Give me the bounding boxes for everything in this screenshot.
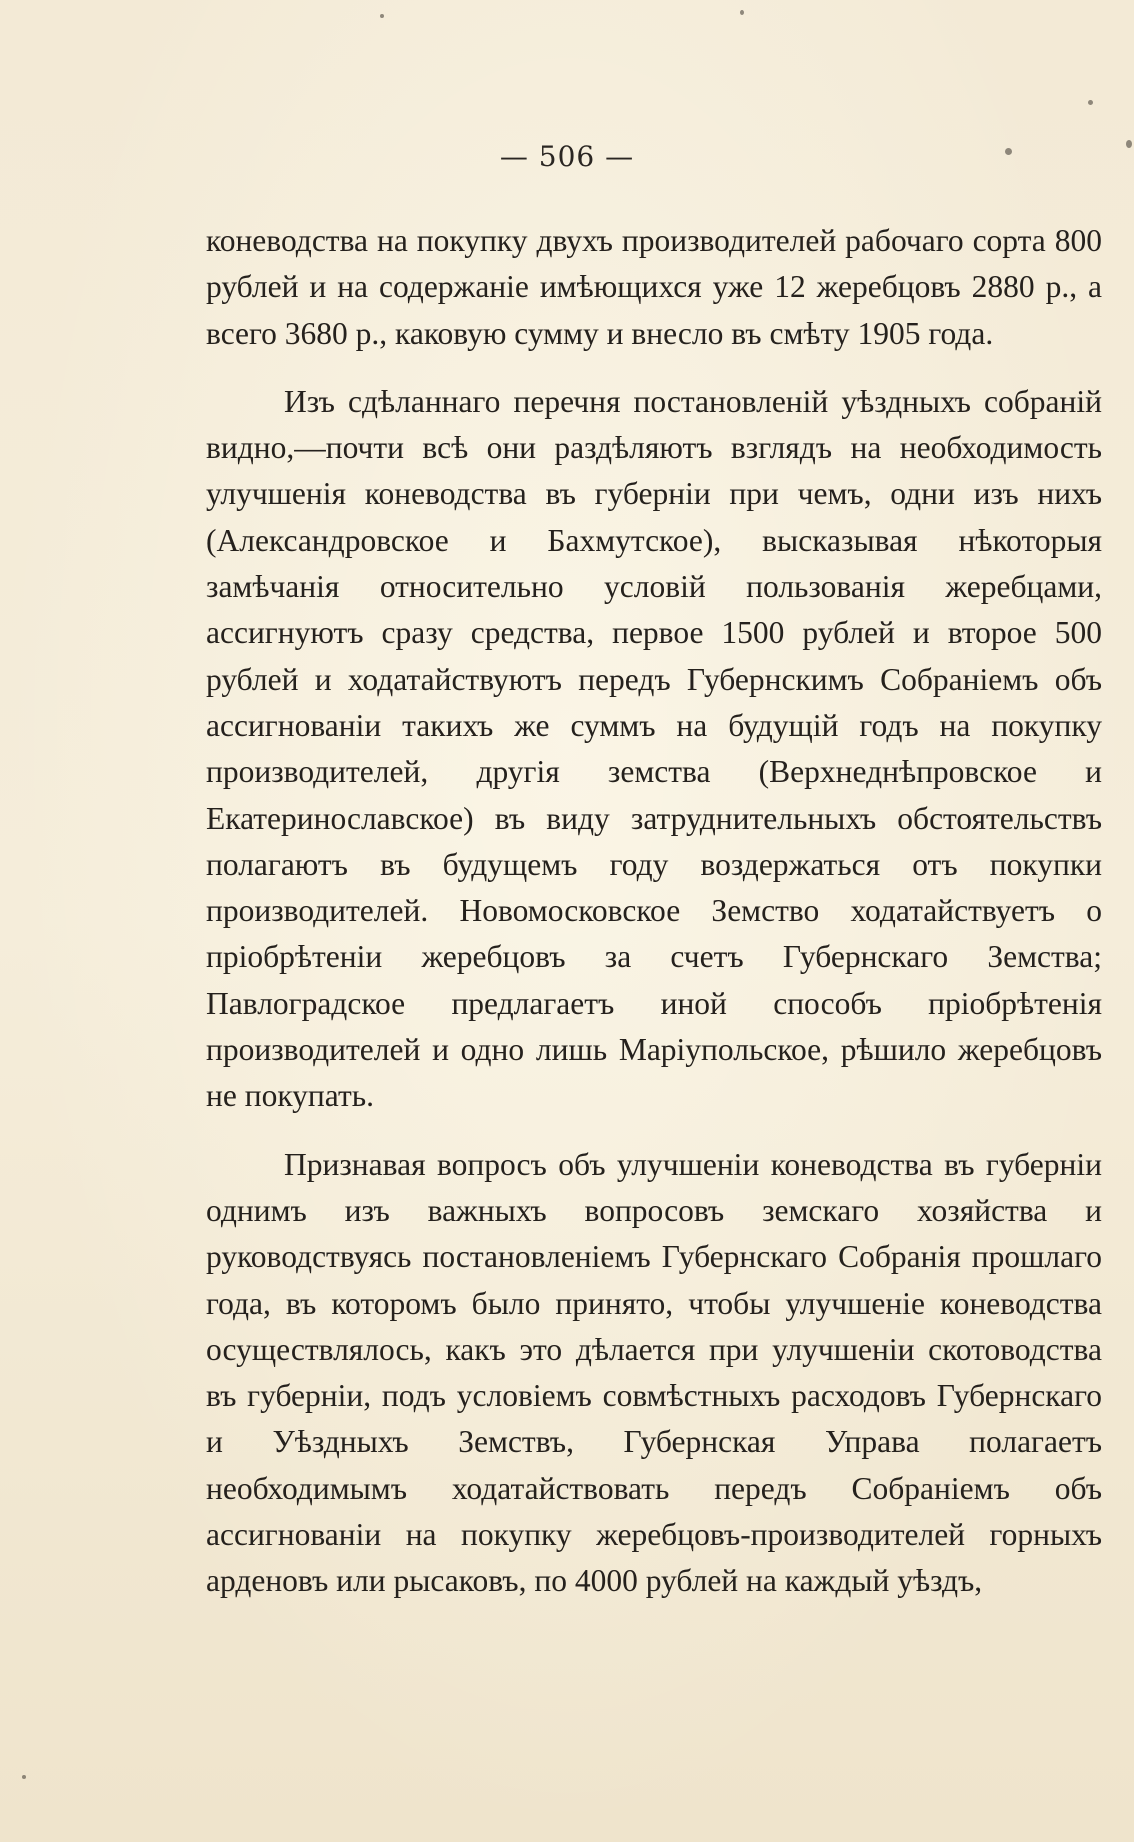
ink-speck	[1088, 100, 1093, 105]
paragraph-district-assemblies: Изъ сдѣланнаго перечня постановленій уѣздныхъ собраній видно,—почти всѣ они раздѣляютъ взглядъ на необходимость улучшенія коневодства въ губерніи при чемъ, одни изъ нихъ (Александровское и Бахмутское), высказывая нѣкоторыя замѣчанія относительно условій пользованія жеребцами, ассигнуютъ сразу средства, первое 1500 рублей и второе 500 рублей и ходатайствуютъ передъ Губернскимъ Собраніемъ объ ассигнованіи такихъ же суммъ на будущій годъ на покупку производителей, другія земства (Верхнеднѣпровское и Екатеринославское) въ виду затруднительныхъ обстоятельствъ полагаютъ въ будущемъ году воздержаться отъ покупки производителей. Новомосковское Земство ходатайствуетъ о пріобрѣтеніи жеребцовъ за счетъ Губернскаго Земства; Павлоградское предлагаетъ иной способъ пріобрѣтенія производителей и одно лишь Маріупольское, рѣшило жеребцовъ не покупать.	[206, 383, 1102, 1114]
ink-speck	[22, 1775, 26, 1779]
body-text	[206, 218, 1102, 1605]
ink-speck	[1126, 140, 1132, 148]
ink-speck	[740, 10, 744, 15]
paragraph-continuation: коневодства на покупку двухъ производителей рабочаго сорта 800 рублей и на содержаніе имѣющихся уже 12 жеребцовъ 2880 р., а всего 3680 р., каковую сумму и внесло въ смѣту 1905 года.	[206, 223, 1102, 351]
paragraph-provincial-board: Признавая вопросъ объ улучшеніи коневодства въ губерніи однимъ изъ важныхъ вопросовъ земскаго хозяйства и руководствуясь постановленіемъ Губернскаго Собранія прошлаго года, въ которомъ было принято, чтобы улучшеніе коневодства осуществлялось, какъ это дѣлается при улучшеніи скотоводства въ губерніи, подъ условіемъ совмѣстныхъ расходовъ Губернскаго и Уѣздныхъ Земствъ, Губернская Управа полагаетъ необходимымъ ходатайствовать передъ Собраніемъ объ ассигнованіи на покупку жеребцовъ-производителей горныхъ арденовъ или рысаковъ, по 4000 рублей на каждый уѣздъ,	[206, 1146, 1102, 1599]
ink-speck	[380, 14, 384, 18]
ink-speck	[1005, 148, 1012, 155]
page-number: — 506 —	[499, 140, 635, 173]
